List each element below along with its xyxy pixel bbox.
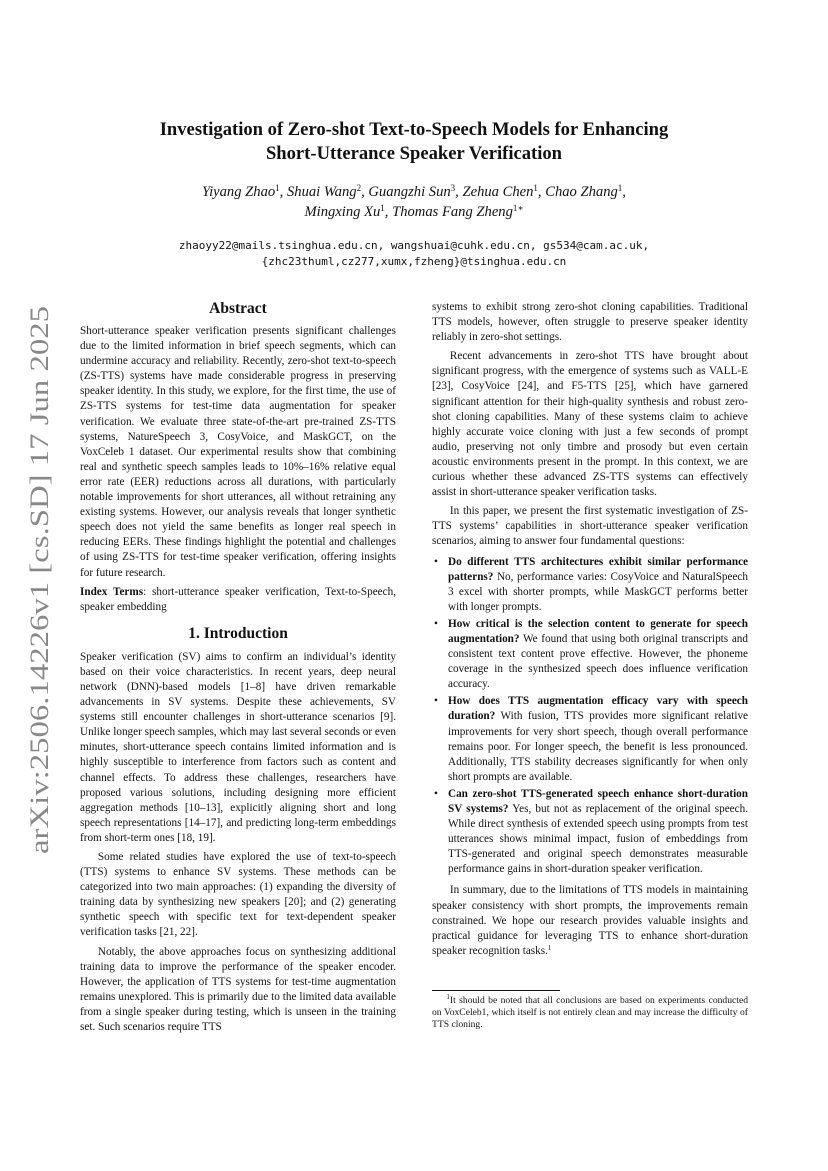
author-line-2: Mingxing Xu$^1$, Thomas Fang Zheng$^{1∗}$ xyxy=(304,203,524,220)
arxiv-identifier-stamp xyxy=(14,300,64,860)
bullet-icon: • xyxy=(434,617,438,630)
author-affiliation: 3 xyxy=(450,183,456,193)
answer-text: Yes, but not as replacement of the original speech. While direct synthesis of extended speech using prompts from test utterances shows minimal impact, fusion of embeddings from TTS-generated and original speech demonstrates measurable performance gains in short-duration speaker verification. xyxy=(448,803,748,876)
bullet-icon: • xyxy=(434,787,438,800)
arxiv-identifier-text: arXiv:2506.14226v1 [cs.SD] 17 Jun 2025 xyxy=(25,419,54,854)
abstract-body: Short-utterance speaker verification presents significant challenges due to the limited information in brief speech segments, which can undermine accuracy and reliability. Recently, zero-shot text-to-speech (ZS-TTS) systems have made considerable progress in preserving speaker identity. In this study, we explore, for the first time, the use of ZS-TTS systems for test-time data augmentation for speaker verification. We evaluate three state-of-the-art pre-trained ZS-TTS systems, NatureSpeech 3, CosyVoice, and MaskGCT, on the VoxCeleb 1 dataset. Our experimental results show that combining real and synthetic speech samples leads to 10%–16% relative equal error rate (EER) reductions across all durations, with particularly notable improvements for short utterances, all without retraining any existing systems. However, our analysis reveals that longer synthetic speech does not yield the same benefits as longer real speech in reducing EERs. These findings highlight the potential and challenges of using ZS-TTS for test-time speaker verification, offering insights for future research. xyxy=(80,325,396,579)
paper-title-line-2: Short-Utterance Speaker Verification xyxy=(265,143,563,164)
research-questions-list xyxy=(432,555,748,878)
footnote-divider xyxy=(432,990,560,991)
bullet-icon: • xyxy=(434,695,438,708)
answer-text: No, performance varies: CosyVoice and NaturalSpeech 3 excel with shorter prompts, while MaskGCT performs better with longer prompts. xyxy=(448,570,748,613)
index-terms-text: : short-utterance speaker verification, Text-to-Speech, speaker embedding xyxy=(80,585,396,613)
introduction-section xyxy=(80,625,396,1035)
introduction-heading: 1. Introduction xyxy=(188,624,288,642)
author-affiliation: 2 xyxy=(356,183,362,193)
author-emails xyxy=(60,238,768,270)
abstract-section xyxy=(80,300,396,615)
author-name: Shuai Wang xyxy=(286,184,357,200)
footnote xyxy=(432,995,748,1032)
author-list xyxy=(60,182,768,222)
author-affiliation: 1 xyxy=(275,183,280,193)
author-affiliation: 1 xyxy=(533,183,538,193)
list-item xyxy=(432,555,748,615)
index-terms xyxy=(80,585,396,615)
intro-paragraph xyxy=(432,883,748,958)
email-line-1: zhaoyy22@mails.tsinghua.edu.cn, wangshuai@cuhk.edu.cn, gs534@cam.ac.uk, xyxy=(178,239,650,252)
summary-text: In summary, due to the limitations of TTS models in maintaining speaker consistency with short prompts, the improvements remain constrained. We hope our research provides valuable insights and practical guidance for leveraging TTS to enhance short-duration speaker recognition tasks. xyxy=(432,884,748,957)
author-name: Yiyang Zhao xyxy=(202,184,276,200)
intro-paragraph: Notably, the above approaches focus on synthesizing additional training data to improve the performance of the speaker encoder. However, the application of TTS systems for test-time augmentation remains unexplored. This is primarily due to the limited data available from a single speaker during testing, which is unseen in the training set. Such scenarios require TTS xyxy=(80,945,396,1034)
footnote-reference: 1 xyxy=(547,943,552,952)
author-name: Mingxing Xu xyxy=(304,204,381,220)
question-text: How critical is the selection content to generate for speech augmentation? xyxy=(448,617,748,645)
answer-text: With fusion, TTS provides more significant relative improvements for very short speech, though overall performance remains poor. For longer speech, the benefit is less pronounced. Additionally, TTS stability decreases significantly for when only short prompts are available. xyxy=(448,710,748,783)
index-terms-label: Index Terms xyxy=(80,585,144,598)
intro-paragraph: Some related studies have explored the use of text-to-speech (TTS) systems to enhance SV systems. These methods can be categorized into two main approaches: (1) expanding the diversity of training data by synthesizing new speakers [20]; and (2) generating synthetic speech with specific text for text-dependent speaker verification tasks [21, 22]. xyxy=(80,851,396,939)
list-item xyxy=(432,694,748,785)
paper-title-line-1: Investigation of Zero-shot Text-to-Speech Models for Enhancing xyxy=(159,119,669,140)
question-text: Do different TTS architectures exhibit similar performance patterns? xyxy=(448,555,748,583)
list-item xyxy=(432,787,748,878)
footnote-mark: 1 xyxy=(446,993,450,1001)
author-line-1: Yiyang Zhao$^1$, Shuai Wang$^2$, Guangzhi Sun$^3$, Zehua Chen$^1$, Chao Zhang$^1$, xyxy=(202,183,626,200)
author-affiliation: 1 xyxy=(617,183,623,193)
left-column xyxy=(80,300,396,1035)
intro-paragraph: systems to exhibit strong zero-shot cloning capabilities. Traditional TTS models, however, often struggle to preserve speaker identity reliably in zero-shot settings. xyxy=(432,301,748,344)
right-column xyxy=(432,300,748,959)
abstract-heading: Abstract xyxy=(209,300,267,317)
author-name: Guangzhi Sun xyxy=(368,184,451,200)
author-affiliation: 1 xyxy=(380,203,385,213)
answer-text: We found that using both original transcripts and consistent text content prove effective. However, the phoneme coverage in the synthesized speech does influence verification accuracy. xyxy=(448,632,748,691)
question-text: Can zero-shot TTS-generated speech enhance short-duration SV systems? xyxy=(448,787,748,815)
email-line-2: {zhc23thuml,cz277,xumx,fzheng}@tsinghua.edu.cn xyxy=(261,255,567,268)
author-affiliation: 1∗ xyxy=(512,203,524,213)
author-name: Zehua Chen xyxy=(462,184,534,200)
list-item xyxy=(432,617,748,692)
author-name: Chao Zhang xyxy=(545,184,618,200)
intro-paragraph: Recent advancements in zero-shot TTS have brought about significant progress, with the emergence of systems such as VALL-E [23], CosyVoice [24], and F5-TTS [25], which have garnered significant attention for their high-quality synthesis and robust zero-shot cloning capabilities. Many of these systems claim to achieve highly accurate voice cloning with just a few seconds of prompt audio, preserving not only timbre and prosody but even certain acoustic environments present in the prompt. In this context, we are curious whether these advanced ZS-TTS systems can effectively assist in short-utterance speaker verification tasks. xyxy=(432,350,748,499)
paper-title xyxy=(60,118,768,166)
question-text: How does TTS augmentation efficacy vary with speech duration? xyxy=(448,695,748,723)
footnote-text: It should be noted that all conclusions are based on experiments conducted on VoxCeleb1, which itself is not entirely clean and may increase the difficulty of TTS cloning. xyxy=(432,995,748,1031)
intro-paragraph: In this paper, we present the first systematic investigation of ZS-TTS systems’ capabilities in short-utterance speaker verification scenarios, aiming to answer four fundamental questions: xyxy=(432,505,748,548)
bullet-icon: • xyxy=(434,555,438,568)
author-name: Thomas Fang Zheng xyxy=(392,204,513,220)
intro-paragraph: Speaker verification (SV) aims to confirm an individual’s identity based on their voice characteristics. In recent years, deep neural network (DNN)-based models [1–8] have driven remarkable advancements in SV systems. Despite these achievements, SV systems still encounter challenges in short-utterance scenarios [9]. Unlike longer speech samples, which may last several seconds or even minutes, short-utterance speech contains limited information and is highly susceptible to interference from factors such as content and channel effects. To address these challenges, researchers have proposed various solutions, including designing more efficient aggregation methods [10–13], explicitly aligning short and long speech representations [14–17], and predicting long-term embeddings from short-term ones [18, 19]. xyxy=(80,650,396,844)
